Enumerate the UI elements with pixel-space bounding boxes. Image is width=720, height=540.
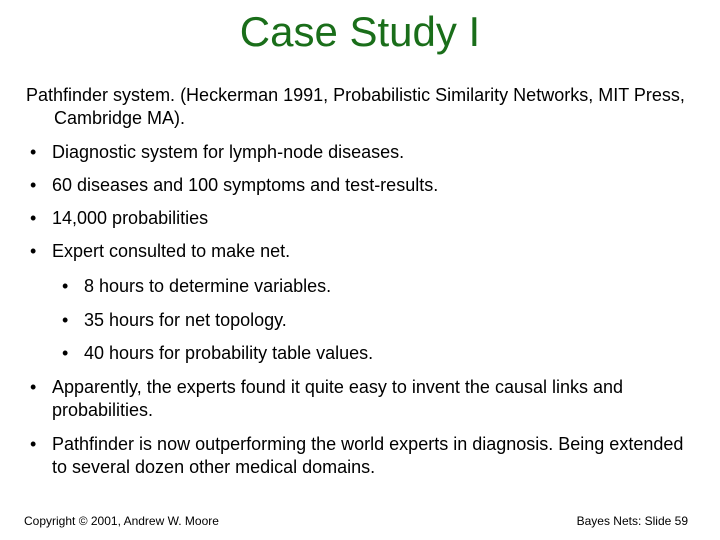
bullet-text: Pathfinder is now outperforming the world experts in diagnosis. Being extended to several dozen other medical domains. <box>52 434 684 477</box>
bullet-glyph: • <box>30 434 37 454</box>
bullet-glyph: • <box>30 208 37 228</box>
bullet-item-6 <box>30 433 690 479</box>
slide-title: Case Study I <box>239 8 481 55</box>
bullet-glyph: • <box>30 377 37 397</box>
bullet-glyph: • <box>62 276 69 296</box>
bullet-item-1 <box>30 141 690 164</box>
bullet-text: 60 diseases and 100 symptoms and test-results. <box>52 175 439 195</box>
footer-copyright: Copyright © 2001, Andrew W. Moore <box>24 514 219 528</box>
bullet-text: Diagnostic system for lymph-node diseases. <box>52 142 405 162</box>
bullet-glyph: • <box>30 241 37 261</box>
sub-bullet-text: 35 hours for net topology. <box>84 310 287 330</box>
bullet-glyph: • <box>30 142 37 162</box>
sub-bullet-text: 8 hours to determine variables. <box>84 276 332 296</box>
bullet-item-4 <box>30 240 690 263</box>
bullet-item-5 <box>30 376 690 422</box>
sub-bullet-text: 40 hours for probability table values. <box>84 343 374 363</box>
bullet-glyph: • <box>62 343 69 363</box>
bullet-text: Expert consulted to make net. <box>52 241 291 261</box>
bullet-glyph: • <box>62 310 69 330</box>
bullet-item-2 <box>30 174 690 197</box>
intro-paragraph: Pathfinder system. (Heckerman 1991, Probabilistic Similarity Networks, MIT Press, Cambridge MA). <box>26 85 685 128</box>
sub-bullet-item-3 <box>62 342 682 365</box>
sub-bullet-item-2 <box>62 309 682 332</box>
bullet-text: Apparently, the experts found it quite easy to invent the causal links and probabilities. <box>52 377 624 420</box>
bullet-text: 14,000 probabilities <box>52 208 209 228</box>
bullet-item-3 <box>30 207 690 230</box>
footer-slide-number: Bayes Nets: Slide 59 <box>576 514 688 528</box>
bullet-glyph: • <box>30 175 37 195</box>
sub-bullet-item-1 <box>62 275 682 298</box>
